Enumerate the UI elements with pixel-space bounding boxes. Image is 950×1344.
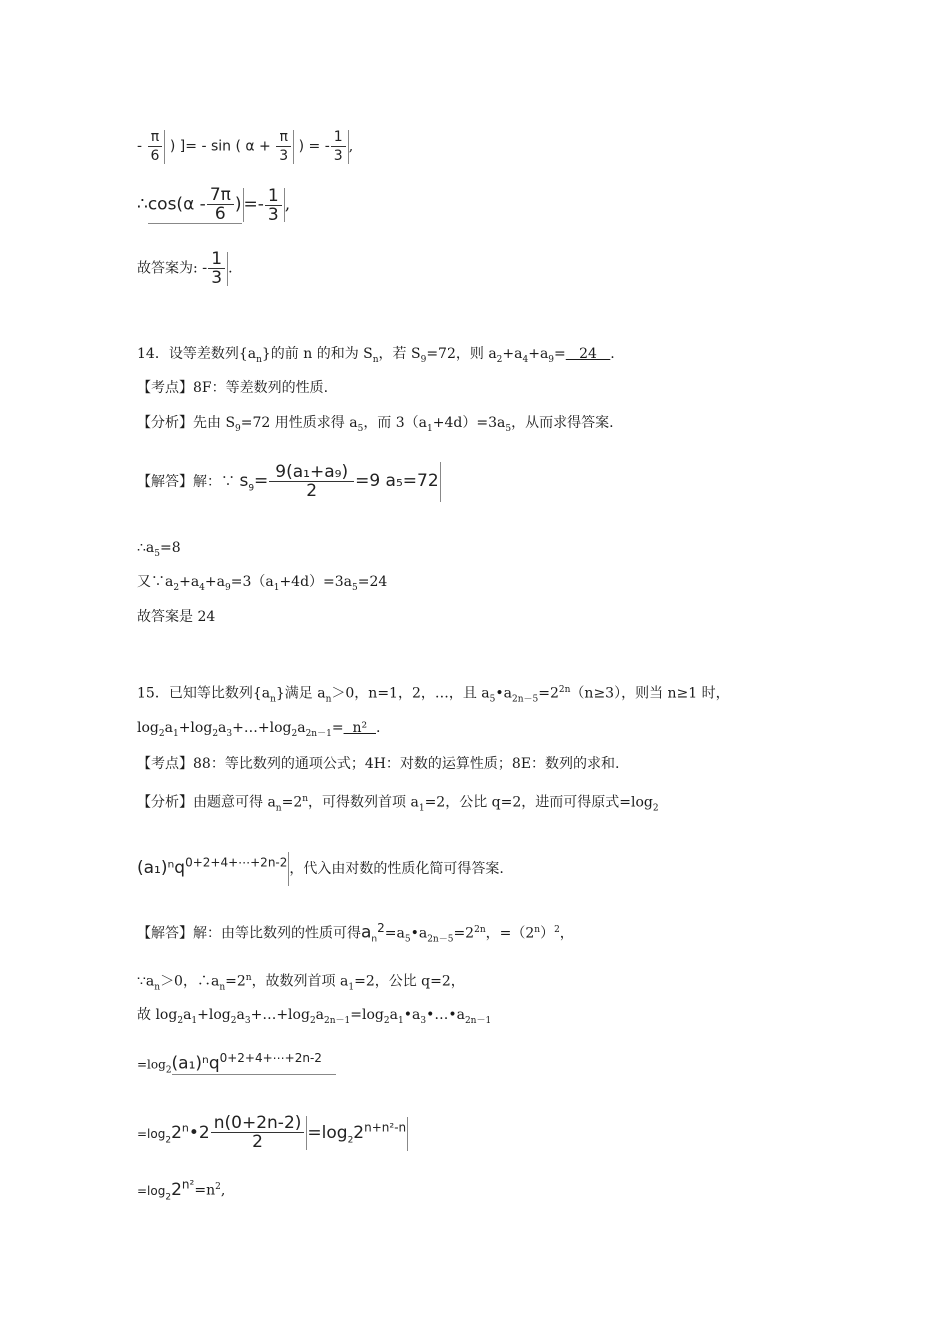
equals: ) = [298, 138, 321, 155]
answer-label: 故答案为: [137, 260, 198, 277]
fraction-pi-over-6: $\frac{\pi}{6}$ [148, 128, 163, 165]
therefore-symbol: ∴ [137, 194, 148, 215]
q15-line-result: $=\log_22^{n^2}=n^2$, [137, 1177, 226, 1203]
expression-sin: ) ]= - sin ( α + [169, 138, 271, 155]
q15-line-log-product: $=\log_2(a_1)^nq^{0+2+4+\cdots+2n-2}$ [137, 1048, 336, 1080]
minus-sign: - [137, 138, 143, 155]
question-14: 14．设等差数列$\{a_n\}$的前 n 的和为 $S_n$，若 $S_9=72$，则 $a_2+a_4+a_9= 24$ . [137, 346, 615, 365]
q15-fenxi: 【分析】由题意可得 $a_n=2^n$，可得数列首项 $a_1=2$，公比 q=2，进而可得原式$=\log_2$ [137, 794, 659, 814]
answer-line: 故答案为: - $\frac{1}{3}$ . [137, 249, 233, 288]
q14-line-a5: $\therefore a_5=8$ [137, 540, 181, 559]
exponent-expression: (a₁)ⁿq$^{0+2+4+\cdots+2n-2}$ [137, 855, 288, 878]
question-15: 15．已知等比数列$\{a_n\}$满足 $a_n>0$，n=1，2，…，且 $a_5•a_{2n-5}=2^{2n}(n\ge 3)$，则当 n≥1 时， [137, 685, 730, 705]
q15-line-simplify: $=\log_22^n•2$ $\frac{n(0+2n-2)}{2}$ $=\log_22^{n+n^2-n}$ [137, 1113, 407, 1152]
cos-expression: cos(α - $\frac{7\pi}{6}$ ) [147, 185, 242, 224]
q15-jieda: 【解答】解：由等比数列的性质可得$a_n^2=a_5•a_{2n-5}=2^{2n}$，$=(2^n)^2$， [137, 921, 574, 945]
answer-blank: n² [343, 720, 376, 736]
q15-line-log-sum: 故 $\log_2a_1+\log_2a_3+\dots+\log_2a_{2n-1}=\log_2a_1•a_3•\dots•a_{2n-1}$ [137, 1007, 492, 1026]
q14-fenxi: 【分析】先由 $S_9=72$ 用性质求得 $a_5$，而 $3(a_1+4d)=3a_5$，从而求得答案. [137, 415, 614, 434]
q14-line-sum: 又$\because a_2+a_4+a_9=3(a_1+4d)=3a_5=24$ [137, 574, 388, 593]
q15-fenxi-line-2: (a₁)ⁿq$^{0+2+4+\cdots+2n-2}$ ，代入由对数的性质化简可得答案. [137, 852, 504, 886]
fraction-one-third: $\frac{1}{3}$ [331, 128, 346, 165]
formula-s9: $s_9=$ $\frac{\text{9(a₁+a₉)}}{2}$ =9 a₅=72 [239, 461, 439, 501]
q14-jieda: 【解答】解：∵ $s_9=$ $\frac{\text{9(a₁+a₉)}}{2}$ =9 a₅=72 [137, 461, 439, 501]
q14-answer: 故答案是 24 [137, 609, 216, 625]
negative-sign: - [324, 138, 330, 155]
fraction-one-third: $\frac{1}{3}$ [265, 187, 282, 224]
q15-kaodian: 【考点】88：等比数列的通项公式；4H：对数的运算性质；8E：数列的求和. [137, 756, 620, 772]
solution-line-1: - $\frac{\pi}{6}$ ) ]= - sin ( α + $\frac{\pi}{3}$ ) = - $\frac{1}{3}$ , [137, 129, 354, 164]
q15-line-an: $\because a_n>0$，$\therefore a_n=2^n$，故数列首项 $a_1=2$，公比 q=2， [137, 973, 465, 993]
q14-kaodian: 【考点】8F：等差数列的性质. [137, 380, 329, 396]
answer-blank: 24 [565, 346, 611, 362]
question-15-line-2: $\log_2a_1+\log_2a_3+\dots+\log_2a_{2n-1}= n^2$ . [137, 720, 381, 739]
fraction-one-third: $\frac{1}{3}$ [208, 250, 225, 287]
fraction-pi-over-3: $\frac{\pi}{3}$ [276, 128, 291, 165]
solution-line-2: ∴cos(α - $\frac{7\pi}{6}$ ) =- $\frac{1}{3}$ , [137, 185, 291, 225]
